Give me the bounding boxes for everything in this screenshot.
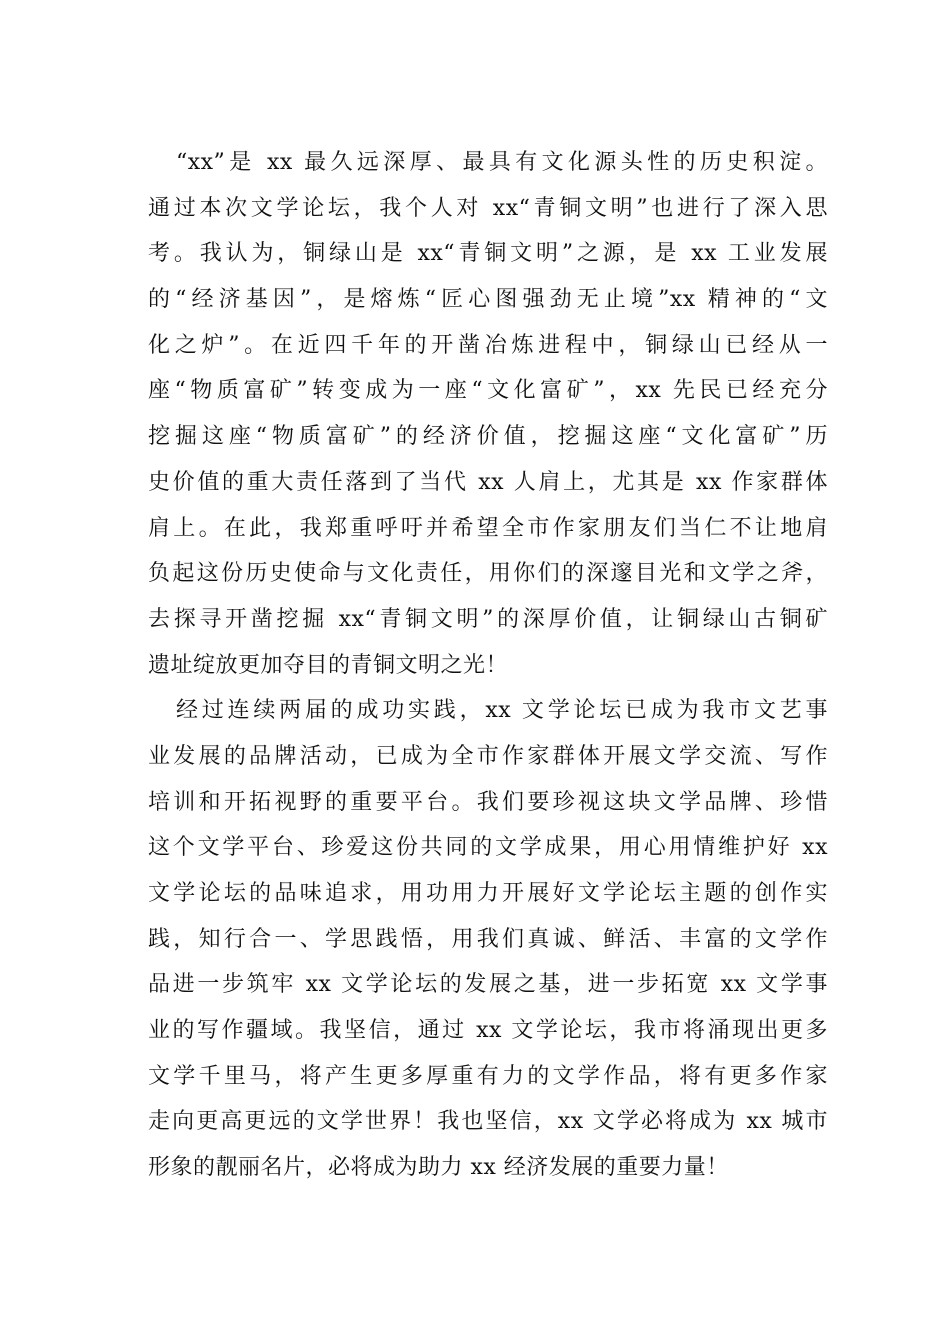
- paragraph-line: 践，知行合一、学思践悟，用我们真诚、鲜活、丰富的文学作: [148, 926, 828, 952]
- paragraph-line: 肩上。在此，我郑重呼吁并希望全市作家朋友们当仁不让地肩: [148, 515, 828, 541]
- paragraph-line: 走向更高更远的文学世界！我也坚信，xx 文学必将成为 xx 城市: [148, 1109, 828, 1135]
- paragraph-line: 座“物质富矿”转变成为一座“文化富矿”，xx 先民已经充分: [148, 378, 828, 404]
- paragraph-1: [148, 140, 828, 688]
- paragraph-line: 去探寻开凿挖掘 xx“青铜文明”的深厚价值，让铜绿山古铜矿: [148, 606, 828, 632]
- paragraph-line: 史价值的重大责任落到了当代 xx 人肩上，尤其是 xx 作家群体: [148, 469, 828, 495]
- paragraph-line: 挖掘这座“物质富矿”的经济价值，挖掘这座“文化富矿”历: [148, 424, 828, 450]
- paragraph-line: 文学论坛的品味追求，用功用力开展好文学论坛主题的创作实: [148, 881, 828, 906]
- paragraph-line: 这个文学平台、珍爱这份共同的文学成果，用心用情维护好 xx: [148, 835, 828, 861]
- paragraph-line: 业发展的品牌活动，已成为全市作家群体开展文学交流、写作: [148, 743, 828, 769]
- paragraph-line: 业的写作疆域。我坚信，通过 xx 文学论坛，我市将涌现出更多: [148, 1018, 828, 1044]
- paragraph-line: 考。我认为，铜绿山是 xx“青铜文明”之源，是 xx 工业发展: [148, 241, 828, 267]
- paragraph-line: 负起这份历史使命与文化责任，用你们的深邃目光和文学之斧，: [148, 561, 828, 587]
- paragraph-line: 经过连续两届的成功实践，xx 文学论坛已成为我市文艺事: [176, 698, 828, 724]
- paragraph-2: [148, 688, 828, 1191]
- paragraph-line: 通过本次文学论坛，我个人对 xx“青铜文明”也进行了深入思: [148, 195, 828, 221]
- paragraph-line: 品进一步筑牢 xx 文学论坛的发展之基，进一步拓宽 xx 文学事: [148, 972, 828, 998]
- document-body: [148, 140, 828, 1191]
- paragraph-line: 文学千里马，将产生更多厚重有力的文学作品，将有更多作家: [148, 1063, 828, 1089]
- paragraph-line: 化之炉”。在近四千年的开凿冶炼进程中，铜绿山已经从一: [148, 332, 828, 358]
- paragraph-line: 遗址绽放更加夺目的青铜文明之光！: [148, 652, 509, 678]
- paragraph-line: 形象的靓丽名片，必将成为助力 xx 经济发展的重要力量！: [148, 1155, 729, 1181]
- paragraph-line: “xx”是 xx 最久远深厚、最具有文化源头性的历史积淀。: [176, 150, 828, 175]
- paragraph-line: 的“经济基因”，是熔炼“匠心图强劲无止境”xx 精神的“文: [148, 287, 828, 313]
- paragraph-line: 培训和开拓视野的重要平台。我们要珍视这块文学品牌、珍惜: [148, 789, 828, 815]
